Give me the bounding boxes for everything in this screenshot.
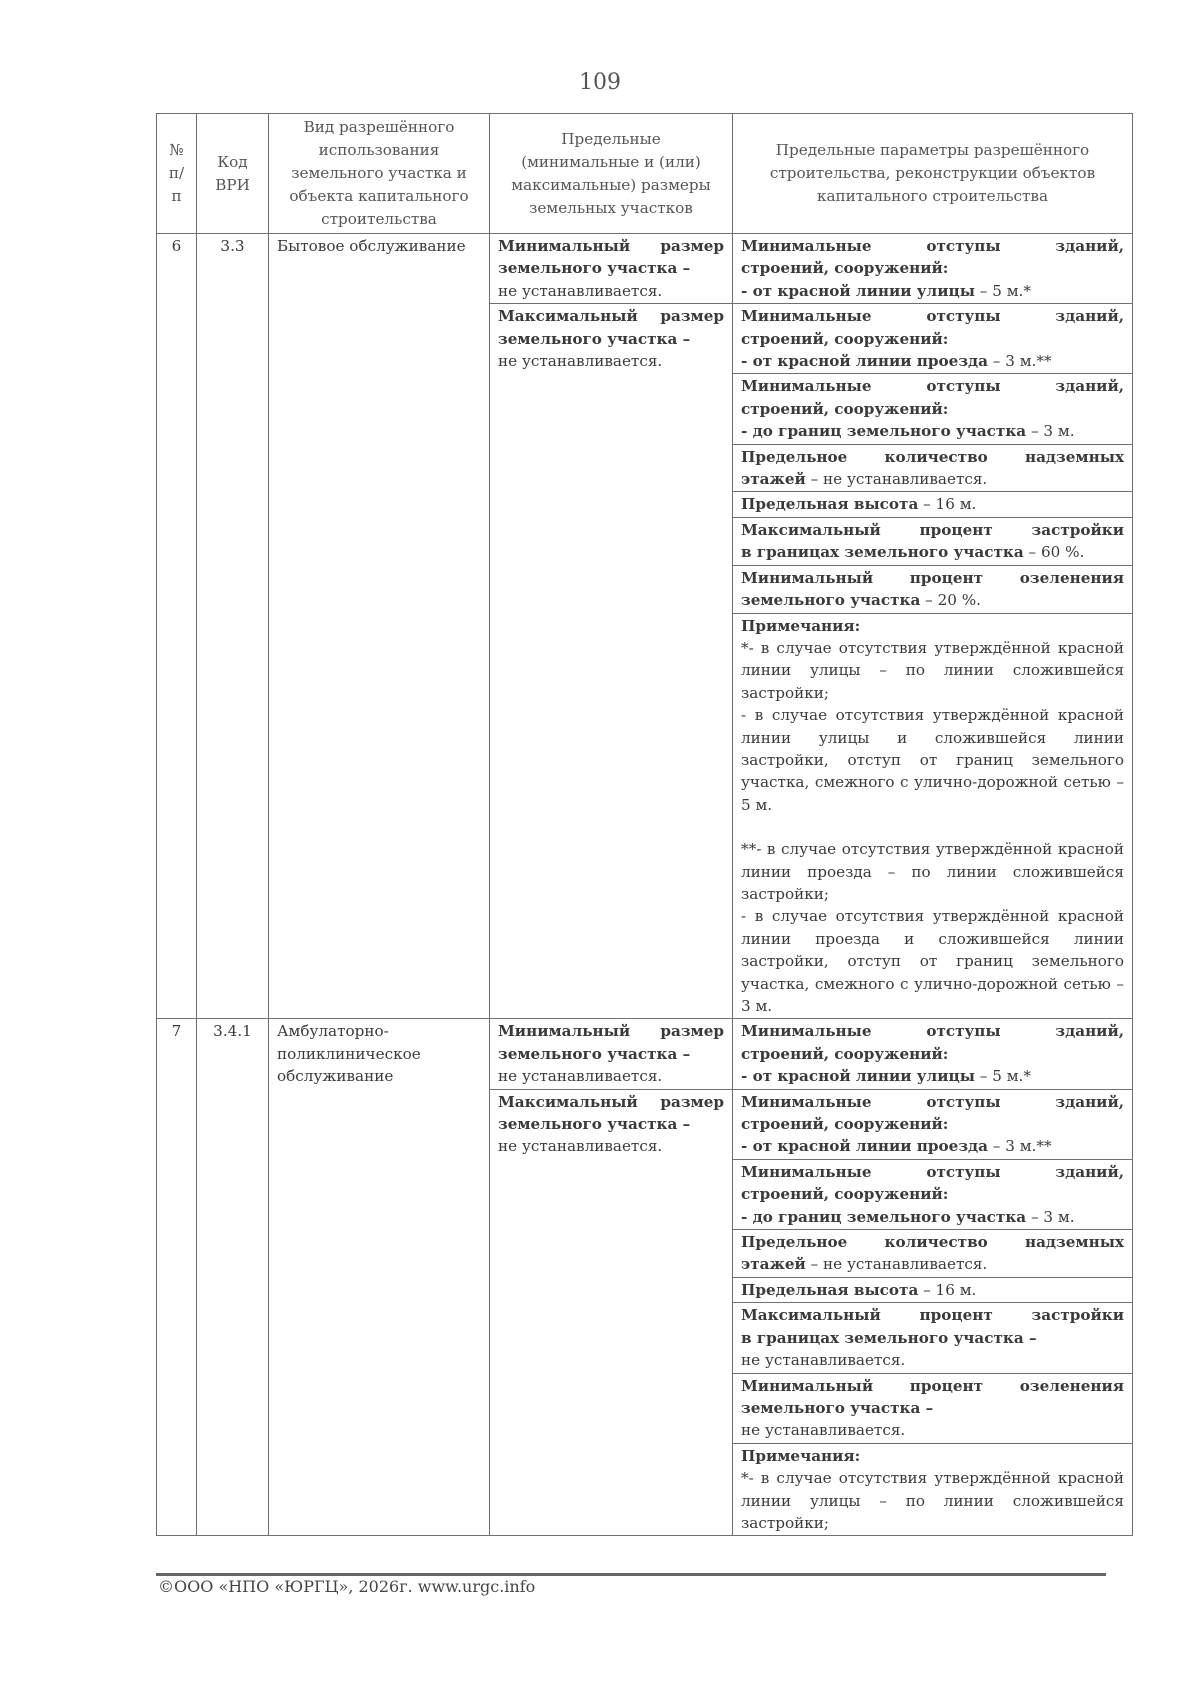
param-cell xyxy=(733,492,1133,517)
param-detail: - до границ земельного участка xyxy=(741,1207,1027,1226)
param-label: Предельная высота xyxy=(741,1280,919,1299)
row-use-type: Амбулаторно-поликлиническое обслуживание xyxy=(269,1019,490,1536)
param-label: в границах земельного участка xyxy=(741,543,1024,562)
size-title: Максимальный размер земельного участка – xyxy=(498,1092,724,1134)
param-value: – 60 %. xyxy=(1023,543,1085,562)
note-item: *- в случае отсутствия утверждённой красной линии улицы – по линии сложившейся застройки; xyxy=(741,1469,1124,1532)
note-item: - в случае отсутствия утверждённой красной линии улицы и сложившейся линии застройки, отступ от границ земельного участка, смежного с улично-дорожной сетью – 5 м. xyxy=(741,706,1124,814)
max-plot-size xyxy=(490,304,733,1019)
header-use-type: Вид разрешённого использования земельного участка и объекта капитального строительства xyxy=(269,114,490,234)
param-value: – не устанавливается. xyxy=(805,470,988,489)
param-lead: Минимальные отступы зданий, xyxy=(741,1092,1124,1111)
header-build-params: Предельные параметры разрешённого строительства, реконструкции объектов капитального строительства xyxy=(733,114,1133,234)
note-item: *- в случае отсутствия утверждённой красной линии улицы – по линии сложившейся застройки; xyxy=(741,638,1124,702)
param-label: этажей xyxy=(741,1255,806,1274)
notes-title: Примечания: xyxy=(741,1446,861,1465)
param-value: – не устанавливается. xyxy=(805,1255,988,1274)
header-plot-sizes: Предельные (минимальные и (или) максимальные) размеры земельных участков xyxy=(490,114,733,234)
param-value: – 3 м.** xyxy=(987,352,1052,371)
param-value: – 3 м.** xyxy=(987,1137,1052,1156)
param-label: строений, сооружений: xyxy=(741,1044,949,1063)
table-row xyxy=(157,1019,1133,1089)
header-number: № п/п xyxy=(157,114,197,234)
table-row xyxy=(157,234,1133,304)
param-value: – 5 м.* xyxy=(974,1067,1031,1086)
size-value: не устанавливается. xyxy=(498,1067,663,1086)
param-cell xyxy=(733,1373,1133,1443)
param-detail: - от красной линии проезда xyxy=(741,1137,988,1156)
param-label: строений, сооружений: xyxy=(741,1115,949,1134)
param-cell xyxy=(733,1230,1133,1278)
param-lead: Минимальные отступы зданий, xyxy=(741,1162,1124,1181)
param-detail: - от красной линии проезда xyxy=(741,352,988,371)
param-label: земельного участка – xyxy=(741,1398,934,1417)
regulations-table xyxy=(156,113,1133,1536)
param-cell xyxy=(733,1089,1133,1159)
param-lead: Минимальные отступы зданий, xyxy=(741,377,1124,396)
param-label: в границах земельного участка – xyxy=(741,1328,1037,1347)
param-label: земельного участка xyxy=(741,591,921,610)
param-cell xyxy=(733,304,1133,374)
size-value: не устанавливается. xyxy=(498,281,663,300)
param-value: не устанавливается. xyxy=(741,1351,906,1370)
param-detail: - до границ земельного участка xyxy=(741,422,1027,441)
min-plot-size xyxy=(490,234,733,304)
param-cell xyxy=(733,1277,1133,1302)
notes-title: Примечания: xyxy=(741,616,861,635)
row-use-type: Бытовое обслуживание xyxy=(269,234,490,1019)
param-lead: Минимальные отступы зданий, xyxy=(741,237,1124,255)
size-value: не устанавливается. xyxy=(498,352,663,371)
size-title: Минимальный размер земельного участка – xyxy=(498,1022,724,1063)
size-title: Минимальный размер земельного участка – xyxy=(498,237,724,278)
param-label: строений, сооружений: xyxy=(741,399,949,418)
param-value: – 3 м. xyxy=(1026,1207,1075,1226)
param-label: строений, сооружений: xyxy=(741,259,949,278)
max-plot-size xyxy=(490,1089,733,1536)
param-cell xyxy=(733,1303,1133,1373)
param-lead: Минимальный процент озеленения xyxy=(741,1376,1124,1395)
note-item: - в случае отсутствия утверждённой красной линии проезда и сложившейся линии застройки, отступ от границ земельного участка, смежного с улично-дорожной сетью – 3 м. xyxy=(741,907,1124,1015)
row-number: 6 xyxy=(157,234,197,1019)
param-lead: Предельное количество надземных xyxy=(741,447,1124,466)
notes-spacer xyxy=(741,816,1124,838)
param-detail: - от красной линии улицы xyxy=(741,281,975,300)
param-value: не устанавливается. xyxy=(741,1421,906,1440)
param-lead: Минимальные отступы зданий, xyxy=(741,1022,1124,1041)
param-lead: Максимальный процент застройки xyxy=(741,520,1124,539)
min-plot-size xyxy=(490,1019,733,1089)
header-code: Код ВРИ xyxy=(197,114,269,234)
size-title: Максимальный размер земельного участка – xyxy=(498,307,724,348)
row-code: 3.3 xyxy=(197,234,269,1019)
param-label: строений, сооружений: xyxy=(741,329,949,348)
footer-copyright: ©ООО «НПО «ЮРГЦ», 2026г. www.urgc.info xyxy=(158,1577,536,1596)
param-lead: Минимальные отступы зданий, xyxy=(741,307,1124,326)
param-label: этажей xyxy=(741,470,806,489)
table-header-row xyxy=(157,114,1133,234)
param-label: Предельная высота xyxy=(741,495,919,514)
param-lead: Минимальный процент озеленения xyxy=(741,568,1124,587)
size-value: не устанавливается. xyxy=(498,1137,663,1156)
param-value: – 16 м. xyxy=(918,495,977,514)
param-lead: Максимальный процент застройки xyxy=(741,1306,1124,1325)
param-cell xyxy=(733,444,1133,492)
param-cell xyxy=(733,1019,1133,1089)
param-cell xyxy=(733,234,1133,304)
row-number: 7 xyxy=(157,1019,197,1536)
param-cell xyxy=(733,517,1133,565)
notes-cell xyxy=(733,1443,1133,1536)
row-code: 3.4.1 xyxy=(197,1019,269,1536)
param-lead: Предельное количество надземных xyxy=(741,1233,1124,1252)
footer-divider xyxy=(156,1573,1106,1576)
note-item: **- в случае отсутствия утверждённой красной линии проезда – по линии сложившейся застройки; xyxy=(741,840,1124,903)
param-value: – 16 м. xyxy=(918,1280,977,1299)
param-cell xyxy=(733,1159,1133,1229)
notes-cell xyxy=(733,613,1133,1019)
param-value: – 20 %. xyxy=(920,591,982,610)
param-cell xyxy=(733,374,1133,444)
param-label: строений, сооружений: xyxy=(741,1185,949,1204)
param-cell xyxy=(733,565,1133,613)
page-number: 109 xyxy=(579,70,621,95)
param-value: – 5 м.* xyxy=(974,281,1031,300)
param-value: – 3 м. xyxy=(1026,422,1075,441)
param-detail: - от красной линии улицы xyxy=(741,1067,975,1086)
